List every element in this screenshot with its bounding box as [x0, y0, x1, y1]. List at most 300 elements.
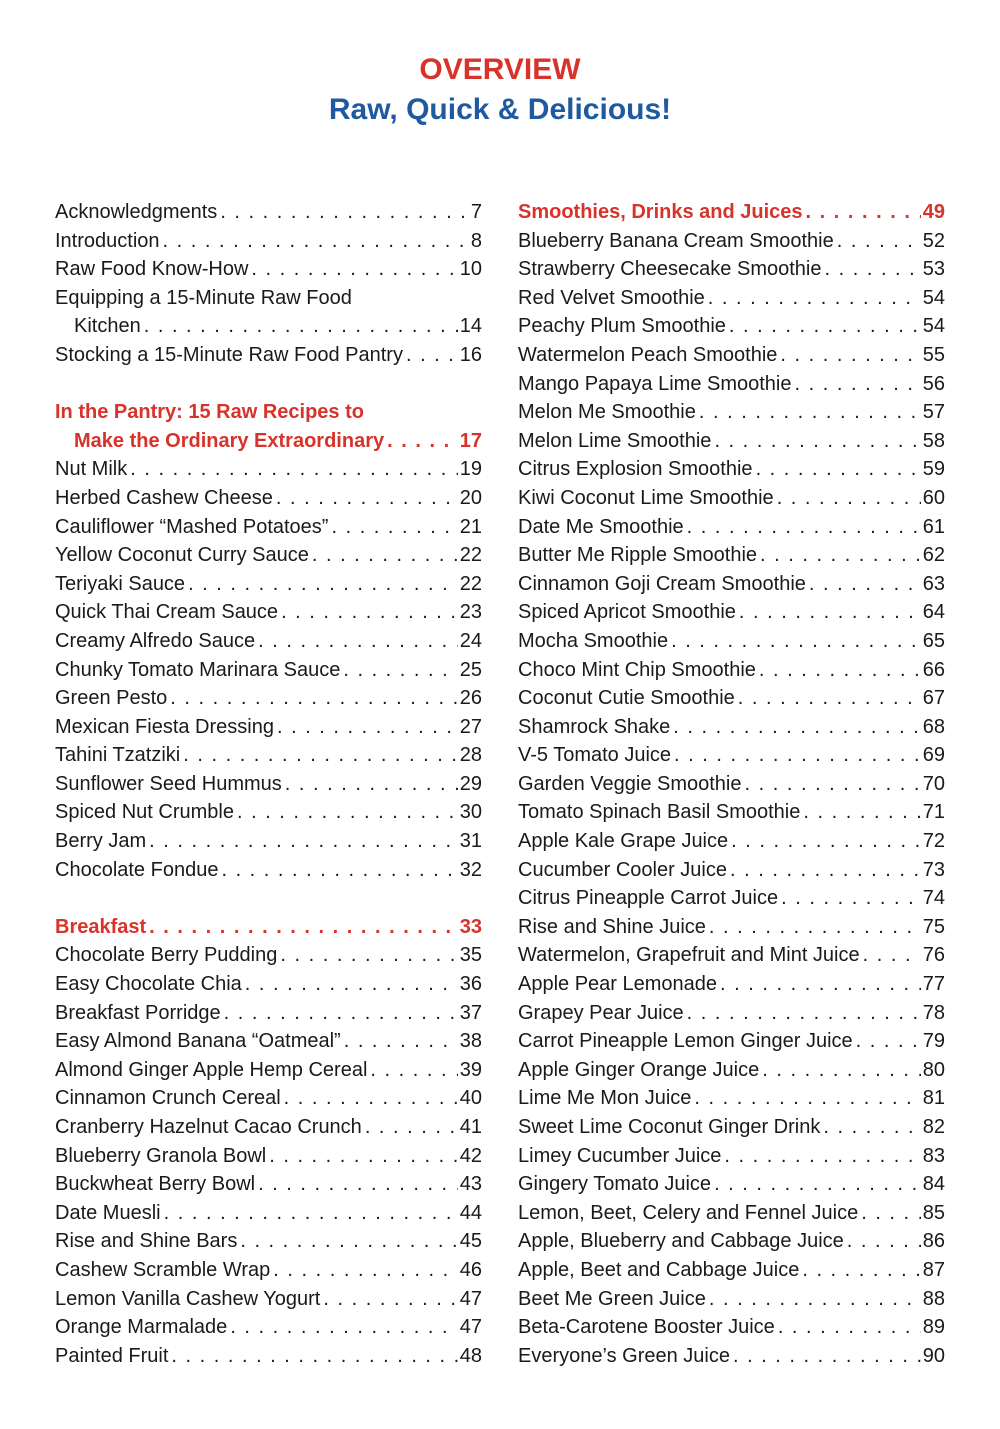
toc-page-number: 31	[459, 830, 482, 853]
toc-entry-title: Chocolate Berry Pudding	[55, 944, 278, 967]
toc-entry	[55, 570, 482, 599]
toc-entry-title: Date Me Smoothie	[518, 515, 684, 538]
toc-page-number: 14	[459, 315, 482, 338]
toc-entry-title: Melon Lime Smoothie	[518, 429, 712, 452]
toc-entry-title: Strawberry Cheesecake Smoothie	[518, 258, 822, 281]
toc-entry-title: Stocking a 15-Minute Raw Food Pantry	[55, 343, 403, 366]
toc-page-number: 30	[459, 801, 482, 824]
dot-leader	[170, 684, 457, 713]
toc-entry-title: Cinnamon Crunch Cereal	[55, 1087, 281, 1110]
toc-page-number: 84	[922, 1173, 945, 1196]
toc-entry	[55, 1113, 482, 1142]
toc-page-number: 82	[922, 1116, 945, 1138]
toc-entry	[55, 1170, 482, 1199]
dot-leader	[281, 598, 458, 627]
toc-entry	[55, 770, 482, 799]
toc-entry-title: Painted Fruit	[55, 1344, 169, 1367]
toc-page-number: 29	[459, 772, 482, 795]
toc-entry	[55, 1285, 482, 1314]
toc-section-heading	[55, 398, 482, 427]
toc-entry	[518, 627, 945, 656]
toc-page-number: 72	[922, 830, 945, 853]
toc-page-number: 65	[922, 629, 945, 652]
toc-entry	[518, 1313, 945, 1342]
toc-entry-title: Apple, Beet and Cabbage Juice	[518, 1258, 800, 1281]
toc-entry-title: Acknowledgments	[55, 201, 218, 223]
toc-page-number: 39	[459, 1058, 482, 1081]
dot-leader	[781, 884, 921, 913]
toc-right-column	[518, 198, 945, 1370]
toc-entry	[518, 398, 945, 427]
toc-page-number: 55	[922, 343, 945, 366]
dot-leader	[729, 312, 921, 341]
dot-leader	[343, 656, 457, 685]
toc-entry-title: Buckwheat Berry Bowl	[55, 1173, 256, 1196]
toc-page-number: 63	[922, 572, 945, 595]
toc-page-number: 56	[922, 372, 945, 395]
toc-entry	[518, 513, 945, 542]
dot-leader	[709, 1285, 921, 1314]
toc-entry	[55, 970, 482, 999]
dot-leader	[795, 370, 921, 399]
dot-leader	[694, 1084, 920, 1113]
dot-leader	[714, 427, 920, 456]
page-title: OVERVIEW	[419, 53, 581, 86]
toc-entry	[55, 198, 482, 227]
dot-leader	[708, 284, 921, 313]
toc-page-number: 46	[459, 1258, 482, 1281]
toc-page-number: 58	[922, 429, 945, 452]
dot-leader	[745, 770, 921, 799]
toc-entry	[518, 656, 945, 685]
dot-leader	[220, 198, 469, 227]
dot-leader	[277, 713, 458, 742]
toc-entry	[55, 627, 482, 656]
toc-entry	[518, 1199, 945, 1228]
toc-section-heading	[55, 427, 482, 456]
toc-entry-title: Spiced Apricot Smoothie	[518, 601, 736, 624]
toc-entry	[55, 656, 482, 685]
toc-entry	[518, 1142, 945, 1171]
toc-entry-title: Blueberry Granola Bowl	[55, 1144, 267, 1167]
toc-page-number: 44	[459, 1201, 482, 1224]
toc-page-number: 68	[922, 715, 945, 738]
toc-entry-title: In the Pantry: 15 Raw Recipes to	[55, 401, 364, 424]
dot-leader	[837, 227, 921, 256]
toc-entry-title: Apple Pear Lemonade	[518, 973, 718, 996]
dot-leader	[671, 627, 921, 656]
dot-leader	[759, 656, 921, 685]
toc-entry-title: Rise and Shine Bars	[55, 1230, 238, 1253]
dot-leader	[258, 627, 458, 656]
dot-leader	[730, 856, 921, 885]
toc-entry-title: Apple Kale Grape Juice	[518, 830, 729, 853]
dot-leader	[344, 1027, 458, 1056]
toc-page-number: 16	[459, 343, 482, 366]
toc-entry	[518, 1285, 945, 1314]
toc-entry	[518, 1027, 945, 1056]
toc-entry-title: Creamy Alfredo Sauce	[55, 629, 256, 652]
dot-leader	[777, 484, 921, 513]
dot-leader	[230, 1313, 457, 1342]
toc-entry-title: Lime Me Mon Juice	[518, 1087, 692, 1110]
page-subtitle: Raw, Quick & Delicious!	[328, 93, 672, 126]
toc-entry	[518, 798, 945, 827]
toc-page-number: 67	[922, 687, 945, 710]
dot-leader	[331, 513, 457, 542]
toc-page-number: 80	[922, 1058, 945, 1081]
toc-entry-title: Gingery Tomato Juice	[518, 1173, 712, 1196]
toc-entry-title: Breakfast	[55, 915, 147, 938]
toc-entry-title: Garden Veggie Smoothie	[518, 772, 742, 795]
toc-entry	[55, 684, 482, 713]
dot-leader	[365, 1113, 458, 1142]
dot-leader	[824, 255, 920, 284]
toc-page-number: 81	[922, 1087, 945, 1110]
toc-page-number: 21	[459, 515, 482, 538]
toc-entry	[518, 484, 945, 513]
toc-entry-title: Peachy Plum Smoothie	[518, 315, 726, 338]
toc-entry-title: Cauliflower “Mashed Potatoes”	[55, 515, 329, 538]
toc-page-number: 32	[459, 858, 482, 881]
dot-leader	[285, 770, 458, 799]
toc-entry-title: Melon Me Smoothie	[518, 401, 696, 424]
toc-page-number: 47	[459, 1316, 482, 1339]
toc-entry-title: Grapey Pear Juice	[518, 1001, 684, 1024]
toc-entry	[518, 770, 945, 799]
toc-entry	[55, 798, 482, 827]
toc-entry-title: Mocha Smoothie	[518, 629, 669, 652]
toc-entry-title: Cucumber Cooler Juice	[518, 858, 727, 881]
toc-entry-title: Quick Thai Cream Sauce	[55, 601, 279, 624]
dot-leader	[738, 684, 921, 713]
toc-entry-title: V-5 Tomato Juice	[518, 744, 672, 767]
dot-leader	[699, 398, 921, 427]
toc-page-number: 85	[922, 1201, 945, 1224]
toc-entry-title: Chocolate Fondue	[55, 858, 219, 881]
toc-page-number: 52	[922, 229, 945, 252]
dot-leader	[756, 455, 921, 484]
toc-page-number: 47	[459, 1287, 482, 1310]
toc-entry-title: Watermelon Peach Smoothie	[518, 343, 778, 366]
toc-page-number: 53	[922, 258, 945, 281]
toc-entry	[55, 1256, 482, 1285]
toc-page-number: 37	[459, 1001, 482, 1024]
toc-entry-title: Nut Milk	[55, 458, 128, 481]
toc-page-number: 35	[459, 944, 482, 967]
toc-entry	[518, 941, 945, 970]
toc-page-number: 71	[922, 801, 945, 824]
toc-page-number: 87	[922, 1258, 945, 1281]
toc-page-number: 54	[922, 315, 945, 338]
dot-leader	[778, 1313, 921, 1342]
toc-entry	[55, 1056, 482, 1085]
toc-entry-title: Spiced Nut Crumble	[55, 801, 234, 824]
toc-entry	[518, 741, 945, 770]
dot-leader	[237, 798, 458, 827]
toc-entry-title: Green Pesto	[55, 687, 168, 710]
toc-entry	[518, 455, 945, 484]
dot-leader	[280, 941, 457, 970]
toc-entry	[55, 741, 482, 770]
toc-page-number: 26	[459, 687, 482, 710]
dot-leader	[856, 1027, 921, 1056]
toc-entry	[55, 1313, 482, 1342]
dot-leader	[674, 741, 921, 770]
toc-entry	[55, 484, 482, 513]
toc-entry-title: Date Muesli	[55, 1201, 161, 1224]
toc-entry-title: Cashew Scramble Wrap	[55, 1258, 271, 1281]
toc-entry-title: Blueberry Banana Cream Smoothie	[518, 229, 834, 252]
toc-left-column	[55, 198, 482, 1370]
toc-page-number: 20	[459, 486, 482, 509]
toc-entry	[55, 455, 482, 484]
dot-leader	[251, 255, 457, 284]
dot-leader	[731, 827, 921, 856]
toc-page-number: 86	[922, 1230, 945, 1253]
dot-leader	[224, 999, 458, 1028]
toc-entry	[55, 856, 482, 885]
toc-page-number: 73	[922, 858, 945, 881]
dot-leader	[709, 913, 921, 942]
toc-entry	[55, 713, 482, 742]
toc-entry-title: Easy Almond Banana “Oatmeal”	[55, 1030, 341, 1053]
toc-entry-title: Cranberry Hazelnut Cacao Crunch	[55, 1116, 362, 1138]
toc-entry	[55, 1227, 482, 1256]
toc-page-number: 79	[922, 1030, 945, 1053]
toc-page-number: 76	[922, 944, 945, 967]
dot-leader	[762, 1056, 921, 1085]
toc-entry	[55, 284, 482, 313]
toc-entry-title: Lemon, Beet, Celery and Fennel Juice	[518, 1201, 859, 1224]
toc-page-number: 28	[459, 744, 482, 767]
dot-leader	[258, 1170, 458, 1199]
dot-leader	[221, 856, 457, 885]
dot-leader	[273, 1256, 457, 1285]
toc-entry-title: Tahini Tzatziki	[55, 744, 181, 767]
dot-leader	[724, 1142, 920, 1171]
toc-page-number: 43	[459, 1173, 482, 1196]
toc-entry-title: Choco Mint Chip Smoothie	[518, 658, 756, 681]
toc-entry	[55, 999, 482, 1028]
dot-leader	[312, 541, 458, 570]
toc-page-number: 19	[459, 458, 482, 481]
dot-leader	[687, 513, 921, 542]
toc-entry-title: Everyone’s Green Juice	[518, 1344, 730, 1367]
toc-entry	[518, 827, 945, 856]
toc-entry-title: Lemon Vanilla Cashew Yogurt	[55, 1287, 321, 1310]
toc-entry	[518, 341, 945, 370]
toc-page-number: 59	[922, 458, 945, 481]
toc-entry	[518, 255, 945, 284]
toc-entry	[518, 1227, 945, 1256]
dot-leader	[269, 1142, 458, 1171]
toc-entry	[518, 1256, 945, 1285]
dot-leader	[406, 341, 458, 370]
dot-leader	[803, 798, 920, 827]
toc-page-number: 8	[470, 229, 482, 252]
toc-entry	[518, 713, 945, 742]
toc-page-number: 69	[922, 744, 945, 767]
dot-leader	[760, 541, 921, 570]
toc-page-number: 27	[459, 715, 482, 738]
toc-entry-title: Mango Papaya Lime Smoothie	[518, 372, 792, 395]
toc-entry-title: Teriyaki Sauce	[55, 572, 186, 595]
toc-entry	[518, 284, 945, 313]
toc-entry-title: Watermelon, Grapefruit and Mint Juice	[518, 944, 860, 967]
dot-leader	[164, 1199, 458, 1228]
toc-entry	[55, 1027, 482, 1056]
toc-entry	[518, 227, 945, 256]
toc-entry	[518, 684, 945, 713]
dot-leader	[733, 1342, 921, 1371]
toc-entry-title: Easy Chocolate Chia	[55, 973, 242, 996]
toc-entry-title: Citrus Explosion Smoothie	[518, 458, 753, 481]
toc-page-number: 60	[922, 486, 945, 509]
toc-entry	[55, 1084, 482, 1113]
toc-page-number: 22	[459, 572, 482, 595]
toc-page-number: 64	[922, 601, 945, 624]
toc-entry-title: Sweet Lime Coconut Ginger Drink	[518, 1116, 821, 1138]
toc-entry-title: Mexican Fiesta Dressing	[55, 715, 274, 738]
toc-entry	[55, 541, 482, 570]
toc-page-number: 7	[470, 201, 482, 223]
dot-leader	[370, 1056, 457, 1085]
toc-entry	[55, 1142, 482, 1171]
toc-page-number: 33	[459, 915, 482, 938]
toc-entry-title: Berry Jam	[55, 830, 147, 853]
toc-entry-title: Tomato Spinach Basil Smoothie	[518, 801, 801, 824]
toc-entry-title: Chunky Tomato Marinara Sauce	[55, 658, 341, 681]
dot-leader	[149, 827, 458, 856]
dot-leader	[861, 1199, 921, 1228]
toc-entry-title: Apple Ginger Orange Juice	[518, 1058, 760, 1081]
toc-page-number: 38	[459, 1030, 482, 1053]
toc-section-heading	[55, 913, 482, 942]
toc-page-number: 62	[922, 544, 945, 567]
toc-entry-title: Beet Me Green Juice	[518, 1287, 706, 1310]
toc-entry-title: Kitchen	[74, 315, 141, 338]
dot-leader	[802, 1256, 920, 1285]
toc-entry	[518, 541, 945, 570]
toc-entry-title: Cinnamon Goji Cream Smoothie	[518, 572, 806, 595]
dot-leader	[130, 455, 458, 484]
dot-leader	[144, 312, 458, 341]
toc-entry-title: Citrus Pineapple Carrot Juice	[518, 887, 779, 910]
dot-leader	[806, 198, 921, 227]
toc-page-number: 10	[459, 258, 482, 281]
dot-leader	[720, 970, 921, 999]
toc-entry	[518, 570, 945, 599]
toc-entry	[518, 312, 945, 341]
toc-page-number: 89	[922, 1316, 945, 1339]
dot-leader	[847, 1227, 921, 1256]
toc-entry	[55, 598, 482, 627]
dot-leader	[245, 970, 458, 999]
toc-page-number: 40	[459, 1087, 482, 1110]
toc-page-number: 25	[459, 658, 482, 681]
dot-leader	[284, 1084, 458, 1113]
dot-leader	[863, 941, 921, 970]
toc-page-number: 36	[459, 973, 482, 996]
dot-leader	[823, 1113, 920, 1142]
toc-entry	[55, 513, 482, 542]
toc-page-number: 74	[922, 887, 945, 910]
toc-entry-title: Smoothies, Drinks and Juices	[518, 201, 803, 223]
toc-page-number: 77	[922, 973, 945, 996]
toc-page-number: 41	[459, 1116, 482, 1138]
toc-entry-title: Orange Marmalade	[55, 1316, 228, 1339]
toc-page-number: 61	[922, 515, 945, 538]
dot-leader	[809, 570, 921, 599]
toc-entry	[518, 913, 945, 942]
toc-page-number: 78	[922, 1001, 945, 1024]
toc-page-number: 42	[459, 1144, 482, 1167]
toc-entry-title: Make the Ordinary Extraordinary	[74, 429, 385, 452]
toc-page-number: 66	[922, 658, 945, 681]
toc-entry-title: Carrot Pineapple Lemon Ginger Juice	[518, 1030, 853, 1053]
toc-page-number: 48	[459, 1344, 482, 1367]
toc-page-number: 17	[459, 429, 482, 452]
toc-entry	[518, 884, 945, 913]
toc-entry	[518, 856, 945, 885]
toc-entry-title: Breakfast Porridge	[55, 1001, 221, 1024]
toc-entry-title: Beta-Carotene Booster Juice	[518, 1316, 775, 1339]
toc-entry-title: Shamrock Shake	[518, 715, 671, 738]
toc-entry	[55, 341, 482, 370]
toc-page-number: 57	[922, 401, 945, 424]
toc-entry-title: Raw Food Know-How	[55, 258, 249, 281]
toc-page-number: 75	[922, 915, 945, 938]
dot-leader	[171, 1342, 457, 1371]
dot-leader	[387, 427, 458, 456]
dot-leader	[149, 913, 458, 942]
toc-entry-title: Yellow Coconut Curry Sauce	[55, 544, 309, 567]
toc-entry-title: Limey Cucumber Juice	[518, 1144, 722, 1167]
toc-section-heading	[518, 198, 945, 227]
toc-entry	[55, 827, 482, 856]
toc-entry-title: Apple, Blueberry and Cabbage Juice	[518, 1230, 844, 1253]
dot-leader	[673, 713, 920, 742]
toc-entry-title: Introduction	[55, 229, 160, 252]
toc-page-number: 45	[459, 1230, 482, 1253]
toc-entry	[55, 1199, 482, 1228]
dot-leader	[240, 1227, 457, 1256]
dot-leader	[714, 1170, 921, 1199]
toc-entry	[518, 1342, 945, 1371]
toc-page-number: 88	[922, 1287, 945, 1310]
toc-entry-title: Equipping a 15-Minute Raw Food	[55, 286, 352, 309]
toc-page-number: 24	[459, 629, 482, 652]
dot-leader	[780, 341, 920, 370]
toc-entry	[55, 227, 482, 256]
toc-entry	[518, 1113, 945, 1142]
toc-entry	[55, 312, 482, 341]
dot-leader	[188, 570, 458, 599]
dot-leader	[163, 227, 469, 256]
toc-entry-title: Kiwi Coconut Lime Smoothie	[518, 486, 774, 509]
toc-entry	[518, 1084, 945, 1113]
toc-entry-title: Sunflower Seed Hummus	[55, 772, 282, 795]
dot-leader	[183, 741, 458, 770]
dot-leader	[276, 484, 458, 513]
toc-page-number: 22	[459, 544, 482, 567]
toc-entry-title: Red Velvet Smoothie	[518, 286, 705, 309]
toc-entry-title: Butter Me Ripple Smoothie	[518, 544, 758, 567]
toc-page-number: 90	[922, 1344, 945, 1367]
toc-page-number: 70	[922, 772, 945, 795]
toc-entry	[518, 427, 945, 456]
